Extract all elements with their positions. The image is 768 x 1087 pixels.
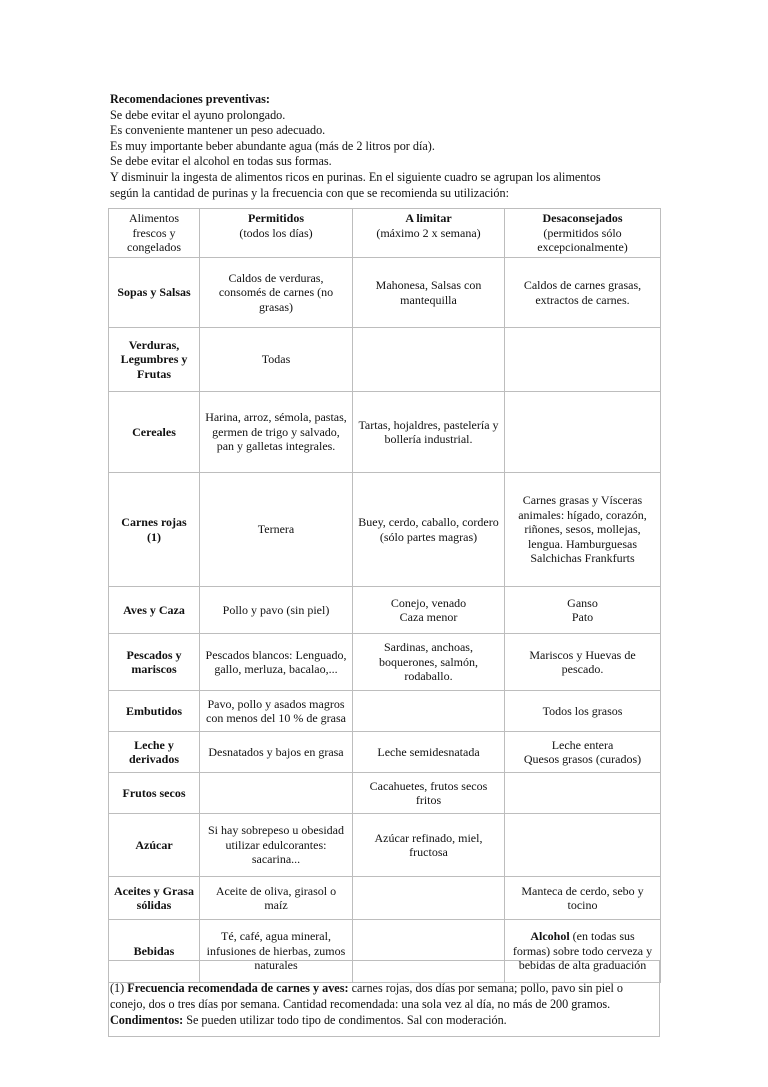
cell-line: Todas (261, 352, 291, 367)
cell-line: Aceite de oliva, girasol o (215, 883, 337, 898)
desaconsejados-cell (505, 732, 661, 773)
table-row (109, 392, 661, 473)
cell-line: Aves y Caza (123, 602, 185, 617)
limitar-cell (353, 587, 505, 634)
limitar-cell (353, 473, 505, 587)
cell-line: Desnatados y bajos en grasa (208, 744, 344, 759)
cell-line: maíz (264, 898, 288, 912)
footnote-line-2: conejo, dos o tres días por semana. Cantidad recomendada: una sola vez al día, no más de 200 gramos. (110, 997, 611, 1011)
cell-line: Tartas, hojaldres, pastelería y (358, 417, 499, 432)
cell-line: (1) (147, 529, 161, 544)
cell-line: mariscos (131, 662, 177, 676)
permitidos-cell (200, 258, 353, 328)
table-row (109, 634, 661, 691)
category-cell (109, 773, 200, 814)
cell-line: Pescados blancos: Lenguado, (205, 647, 347, 662)
limitar-cell (353, 634, 505, 691)
intro-line: Se debe evitar el alcohol en todas sus formas. (110, 154, 332, 169)
cell-line: gallo, merluza, bacalao,... (214, 662, 338, 676)
cell-line: mantequilla (400, 292, 457, 307)
cell-line: sólidas (136, 898, 172, 912)
cell-line (506, 929, 659, 944)
cell-line: Caza menor (399, 610, 458, 624)
desaconsejados-cell (505, 473, 661, 587)
desaconsejados-cell (505, 587, 661, 634)
cell-line: Harina, arroz, sémola, pastas, (205, 410, 347, 425)
limitar-cell (353, 258, 505, 328)
cell-line: derivados (128, 752, 179, 766)
header-title: A limitar (405, 211, 452, 225)
cell-bold: Alcohol (530, 929, 570, 944)
header-subtitle: (permitidos sólo (543, 225, 622, 240)
table-row (109, 328, 661, 392)
cell-line: germen de trigo y salvado, (212, 424, 340, 439)
limitar-cell (353, 814, 505, 877)
category-cell (109, 814, 200, 877)
header-subtitle: (máximo 2 x semana) (376, 225, 481, 240)
cell-line: formas) sobre todo cerveza y (512, 943, 653, 958)
cell-rest: (en todas sus (569, 929, 635, 944)
permitidos-cell (200, 392, 353, 473)
permitidos-cell (200, 877, 353, 920)
cell-line: Azúcar refinado, miel, (374, 830, 483, 845)
cell-line: riñones, sesos, mollejas, (524, 522, 641, 537)
cell-line: grasas) (259, 299, 293, 314)
table-row (109, 814, 661, 877)
category-cell (109, 877, 200, 920)
intro-section (110, 92, 670, 201)
cell-line: fritos (415, 793, 442, 807)
category-cell (109, 634, 200, 691)
category-cell (109, 587, 200, 634)
header-a-limitar (353, 209, 505, 258)
intro-title: Recomendaciones preventivas: (110, 92, 270, 106)
header-line: frescos y (132, 225, 176, 240)
cell-line: tocino (567, 898, 598, 912)
cell-line: lengua. Hamburguesas (527, 536, 638, 551)
cell-line: rodaballo. (404, 669, 453, 684)
cell-line: Mariscos y Huevas de (529, 647, 636, 662)
cell-line: Quesos grasos (curados) (523, 752, 642, 766)
cell-line: extractos de carnes. (535, 292, 630, 307)
header-line: congelados (127, 240, 181, 254)
table-header-row (109, 209, 661, 258)
footnote-bold: Frecuencia recomendada de carnes y aves: (127, 981, 349, 995)
cell-line: Verduras, (128, 337, 180, 352)
header-title: Permitidos (248, 211, 304, 225)
intro-line: Es muy importante beber abundante agua (más de 2 litros por día). (110, 138, 435, 153)
desaconsejados-cell (505, 328, 661, 392)
permitidos-cell (200, 328, 353, 392)
cell-line: Frutas (137, 366, 171, 381)
desaconsejados-cell (505, 814, 661, 877)
category-cell (109, 473, 200, 587)
footnote-box (108, 960, 660, 1037)
cell-line: Azúcar (135, 837, 173, 852)
limitar-cell (353, 328, 505, 392)
cell-line: Cereales (132, 424, 176, 439)
cell-line: Embutidos (125, 703, 183, 718)
cell-line: sacarina... (251, 852, 301, 867)
limitar-cell (353, 877, 505, 920)
cell-line: consomés de carnes (no (218, 285, 334, 300)
cell-line: Caldos de carnes grasas, (523, 278, 642, 292)
category-cell (109, 732, 200, 773)
cell-line: bebidas de alta graduación (518, 958, 647, 973)
table-row (109, 732, 661, 773)
desaconsejados-cell (505, 258, 661, 328)
cell-line: Ternera (257, 522, 295, 537)
header-title: Desaconsejados (542, 211, 623, 225)
cell-line: Buey, cerdo, caballo, cordero (358, 515, 499, 529)
cell-line: Cacahuetes, frutos secos (369, 778, 488, 793)
cell-line: naturales (254, 958, 298, 973)
cell-line: Pavo, pollo y asados magros (207, 696, 345, 711)
cell-line: utilizar edulcorantes: (225, 837, 327, 852)
table-row (109, 691, 661, 732)
cell-line: (sólo partes magras) (379, 529, 478, 544)
cell-line: Salchichas Frankfurts (530, 551, 635, 566)
cell-line: Manteca de cerdo, sebo y (521, 883, 644, 898)
desaconsejados-cell (505, 634, 661, 691)
permitidos-cell (200, 587, 353, 634)
footnote-line-1 (110, 980, 662, 996)
table-row (109, 877, 661, 920)
cell-line: Carnes grasas y Vísceras (522, 493, 643, 508)
intro-line: Y disminuir la ingesta de alimentos ricos en purinas. En el siguiente cuadro se agrupan los alimentos (110, 169, 601, 184)
desaconsejados-cell (505, 691, 661, 732)
cell-line: boquerones, salmón, (379, 654, 478, 669)
intro-line: Se debe evitar el ayuno prolongado. (110, 107, 286, 122)
condimentos-label: Condimentos: (110, 1013, 184, 1027)
header-subtitle: excepcionalmente) (537, 240, 628, 254)
cell-line: fructosa (409, 845, 448, 859)
cell-line: Mahonesa, Salsas con (375, 278, 482, 292)
limitar-cell (353, 732, 505, 773)
limitar-cell (353, 392, 505, 473)
cell-line: Té, café, agua mineral, (221, 929, 331, 944)
permitidos-cell (200, 773, 353, 814)
cell-line: Pescados y (126, 647, 182, 662)
cell-line: Pollo y pavo (sin piel) (222, 602, 330, 617)
header-permitidos (200, 209, 353, 258)
intro-line: Es conveniente mantener un peso adecuado. (110, 123, 326, 138)
cell-line: Leche y (134, 737, 174, 752)
limitar-cell (353, 691, 505, 732)
permitidos-cell (200, 732, 353, 773)
table-row (109, 473, 661, 587)
table-row (109, 587, 661, 634)
table-row (109, 773, 661, 814)
table-row (109, 258, 661, 328)
category-cell (109, 258, 200, 328)
cell-line: Pato (571, 610, 594, 624)
header-desaconsejados (505, 209, 661, 258)
cell-line: infusiones de hierbas, zumos (206, 943, 346, 958)
food-table (108, 208, 661, 983)
permitidos-cell (200, 691, 353, 732)
category-cell (109, 392, 200, 473)
cell-line: pan y galletas integrales. (216, 439, 336, 454)
cell-line: Leche semidesnatada (377, 744, 480, 759)
permitidos-cell (200, 473, 353, 587)
cell-line: Bebidas (133, 943, 175, 958)
category-cell (109, 328, 200, 392)
header-alimentos (109, 209, 200, 258)
category-cell (109, 691, 200, 732)
desaconsejados-cell (505, 877, 661, 920)
cell-line: animales: hígado, corazón, (518, 507, 647, 522)
footnote-line-3 (110, 1012, 662, 1028)
cell-line: Conejo, venado (390, 595, 467, 610)
footnote-rest: carnes rojas, dos días por semana; pollo, pavo sin piel o (348, 981, 624, 995)
cell-line: bollería industrial. (384, 432, 473, 446)
cell-line: Carnes rojas (121, 515, 187, 529)
permitidos-cell (200, 814, 353, 877)
cell-line: con menos del 10 % de grasa (206, 711, 346, 725)
header-line: Alimentos (129, 211, 179, 225)
footnote-prefix: (1) (110, 981, 128, 995)
desaconsejados-cell (505, 773, 661, 814)
cell-line: Legumbres y (120, 352, 188, 367)
cell-line: Aceites y Grasa (114, 883, 194, 898)
cell-line: Caldos de verduras, (228, 270, 324, 285)
cell-line: Sardinas, anchoas, (384, 640, 473, 655)
footnote-text (110, 980, 662, 1028)
cell-line: Sopas y Salsas (117, 285, 191, 300)
header-subtitle: (todos los días) (239, 225, 313, 240)
desaconsejados-cell (505, 392, 661, 473)
cell-line: Todos los grasos (542, 703, 623, 718)
condimentos-text: Se pueden utilizar todo tipo de condimentos. Sal con moderación. (183, 1013, 507, 1027)
cell-line: Frutos secos (122, 785, 186, 800)
intro-line: según la cantidad de purinas y la frecuencia con que se recomienda su utilización: (110, 185, 509, 200)
cell-line: Si hay sobrepeso u obesidad (208, 823, 344, 838)
permitidos-cell (200, 634, 353, 691)
cell-line: Leche entera (551, 737, 614, 752)
cell-line: Ganso (567, 595, 598, 610)
limitar-cell (353, 773, 505, 814)
cell-line: pescado. (561, 662, 604, 676)
